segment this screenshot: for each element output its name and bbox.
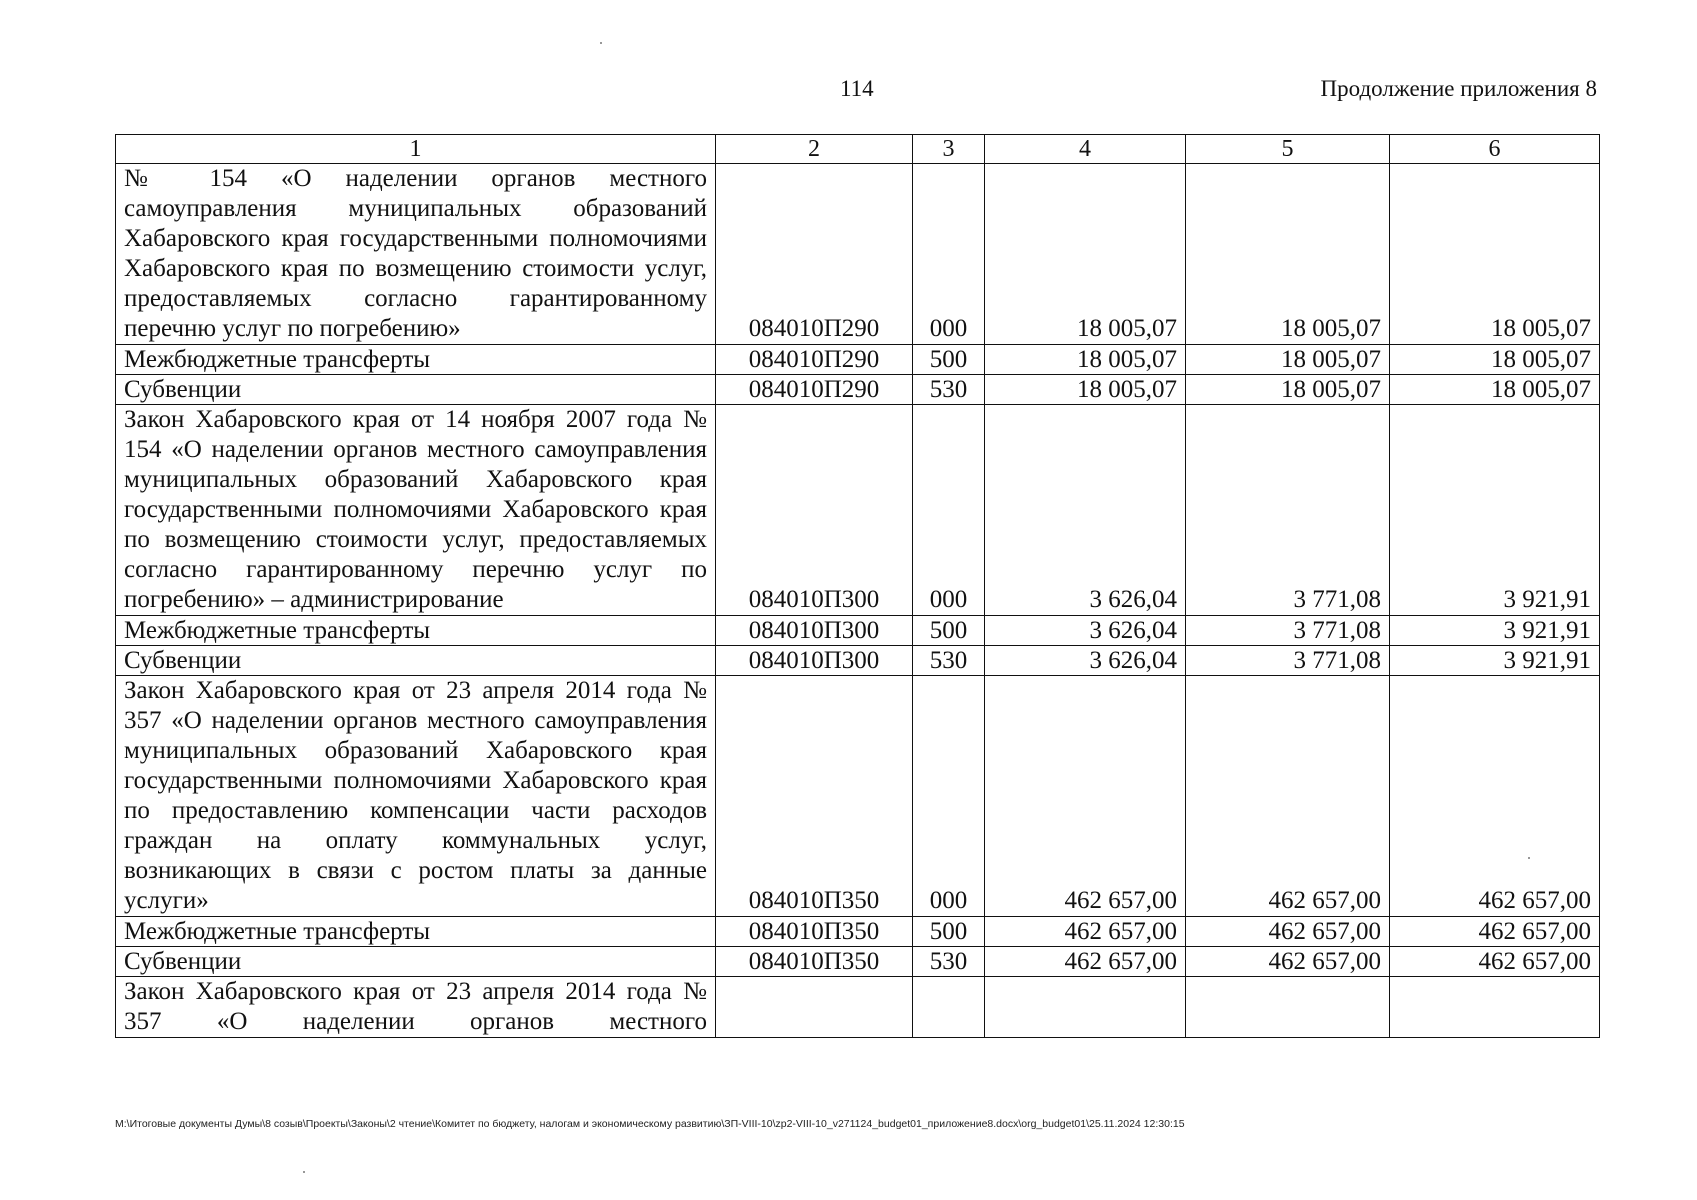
row-value-4: 18 005,07 [985, 345, 1186, 375]
scan-speck [600, 42, 602, 44]
row-target-code [716, 977, 913, 1038]
budget-table [115, 134, 1600, 1038]
table-row [116, 917, 1600, 947]
row-value-4: 18 005,07 [985, 375, 1186, 405]
row-expense-type: 500 [913, 917, 985, 947]
row-target-code: 084010П350 [716, 947, 913, 977]
row-value-5: 3 771,08 [1186, 616, 1390, 646]
row-name: Межбюджетные трансферты [116, 917, 716, 947]
column-header-4: 4 [985, 135, 1186, 164]
column-header-3: 3 [913, 135, 985, 164]
row-value-6: 18 005,07 [1390, 164, 1600, 345]
table-header-row [116, 135, 1600, 164]
row-name: Субвенции [116, 375, 716, 405]
row-value-4: 3 626,04 [985, 646, 1186, 676]
row-value-6: 3 921,91 [1390, 405, 1600, 616]
table-row [116, 646, 1600, 676]
row-value-5: 462 657,00 [1186, 917, 1390, 947]
table-row [116, 375, 1600, 405]
scan-speck [303, 1171, 305, 1173]
row-value-4 [985, 977, 1186, 1038]
row-value-5: 18 005,07 [1186, 345, 1390, 375]
row-value-6: 18 005,07 [1390, 345, 1600, 375]
document-path-footer: M:\Итоговые документы Думы\8 созыв\Проекты\Законы\2 чтение\Комитет по бюджету, налогам и экономическому развитию\ЗП-VIII-10\zp2-VIII-10_v271124_budget01_приложение8.docx\org_budget01\25.11.2024 12:30:15 [115, 1118, 1185, 1130]
row-name: № 154 «О наделении органов местного самоуправления муниципальных образований Хабаровского края государственными полномочиями Хабаровского края по возмещению стоимости услуг, предоставляемых согласно гарантированному перечню услуг по погребению» [116, 164, 716, 345]
appendix-caption: Продолжение приложения 8 [1320, 76, 1597, 101]
row-target-code: 084010П350 [716, 676, 913, 917]
row-expense-type: 530 [913, 375, 985, 405]
column-header-1: 1 [116, 135, 716, 164]
row-name: Закон Хабаровского края от 23 апреля 2014 года № 357 «О наделении органов местного самоуправления муниципальных образований Хабаровского края государственными полномочиями Хабаровского края по предоставлению компенсации части расходов граждан на оплату коммунальных услуг, возникающих в связи с ростом платы за данные услуги» [116, 676, 716, 917]
row-expense-type: 530 [913, 947, 985, 977]
table-row [116, 947, 1600, 977]
table-row [116, 164, 1600, 345]
row-value-5: 462 657,00 [1186, 947, 1390, 977]
row-value-5: 462 657,00 [1186, 676, 1390, 917]
table-row [116, 616, 1600, 646]
row-value-6 [1390, 977, 1600, 1038]
row-value-5: 3 771,08 [1186, 405, 1390, 616]
row-expense-type: 000 [913, 676, 985, 917]
row-name: Закон Хабаровского края от 23 апреля 2014 года № 357 «О наделении органов местного [116, 977, 716, 1038]
row-expense-type: 000 [913, 405, 985, 616]
row-value-5: 18 005,07 [1186, 164, 1390, 345]
row-name: Межбюджетные трансферты [116, 345, 716, 375]
table-row [116, 676, 1600, 917]
page-number: 114 [840, 76, 874, 101]
row-value-6: 3 921,91 [1390, 646, 1600, 676]
row-value-4: 462 657,00 [985, 947, 1186, 977]
row-value-5: 18 005,07 [1186, 375, 1390, 405]
row-value-4: 18 005,07 [985, 164, 1186, 345]
row-value-6: 462 657,00 [1390, 947, 1600, 977]
row-expense-type [913, 977, 985, 1038]
table-row [116, 405, 1600, 616]
column-header-2: 2 [716, 135, 913, 164]
row-target-code: 084010П290 [716, 164, 913, 345]
row-value-5 [1186, 977, 1390, 1038]
row-expense-type: 500 [913, 616, 985, 646]
column-header-5: 5 [1186, 135, 1390, 164]
row-value-4: 3 626,04 [985, 616, 1186, 646]
row-target-code: 084010П300 [716, 616, 913, 646]
row-name: Субвенции [116, 947, 716, 977]
row-name: Субвенции [116, 646, 716, 676]
row-value-6: 18 005,07 [1390, 375, 1600, 405]
row-expense-type: 530 [913, 646, 985, 676]
row-value-6: 462 657,00 [1390, 917, 1600, 947]
table-row [116, 345, 1600, 375]
row-value-4: 462 657,00 [985, 676, 1186, 917]
row-target-code: 084010П350 [716, 917, 913, 947]
table-row [116, 977, 1600, 1038]
row-expense-type: 500 [913, 345, 985, 375]
row-value-6: 462 657,00 [1390, 676, 1600, 917]
row-target-code: 084010П300 [716, 646, 913, 676]
row-value-4: 3 626,04 [985, 405, 1186, 616]
row-target-code: 084010П300 [716, 405, 913, 616]
row-target-code: 084010П290 [716, 345, 913, 375]
column-header-6: 6 [1390, 135, 1600, 164]
row-value-5: 3 771,08 [1186, 646, 1390, 676]
row-value-4: 462 657,00 [985, 917, 1186, 947]
row-name: Межбюджетные трансферты [116, 616, 716, 646]
row-target-code: 084010П290 [716, 375, 913, 405]
scan-speck [1528, 857, 1530, 859]
row-value-6: 3 921,91 [1390, 616, 1600, 646]
row-name: Закон Хабаровского края от 14 ноября 2007 года № 154 «О наделении органов местного самоуправления муниципальных образований Хабаровского края государственными полномочиями Хабаровского края по возмещению стоимости услуг, предоставляемых согласно гарантированному перечню услуг по погребению» – администрирование [116, 405, 716, 616]
row-expense-type: 000 [913, 164, 985, 345]
